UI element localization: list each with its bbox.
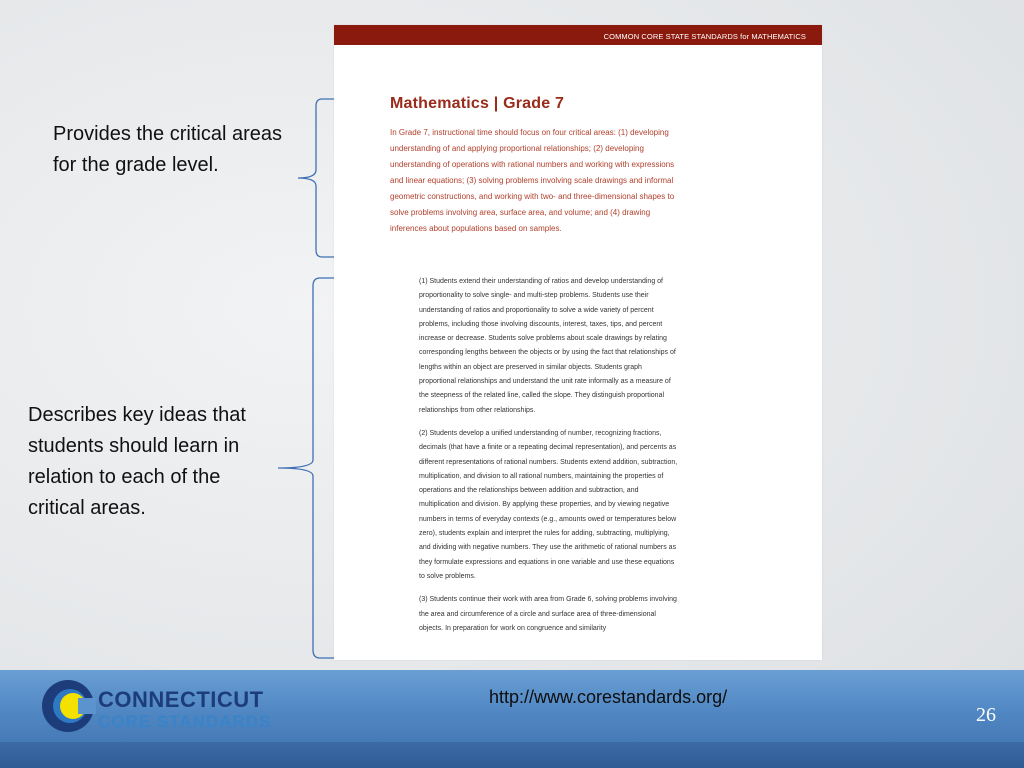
annotation-critical-areas: Provides the critical areas for the grade level.	[53, 123, 282, 176]
logo-core-standards: CORE STANDARDS	[98, 712, 272, 731]
corestandards-link[interactable]: http://www.corestandards.org/	[489, 687, 728, 707]
bracket-key-ideas	[278, 278, 334, 658]
footer-bottom-band	[0, 742, 1024, 768]
critical-area-3: (3) Students continue their work with area from Grade 6, solving problems involving the area and circumference of a circle and surface area of three-dimensional objects. In preparation for work on congruence and similarity	[419, 596, 677, 632]
page-number: 26	[976, 704, 996, 726]
footer-bar	[0, 670, 1024, 768]
critical-area-2: (2) Students develop a unified understanding of number, recognizing fractions, decimals (that have a finite or a repeating decimal representation), and percents as different representations of rational numbers. Students extend addition, subtraction, multiplication, and division to all rational numbers, maintaining the properties of operations and the relationships between addition and subtraction, and multiplication and division. By applying these properties, and by viewing negative numbers in terms of everyday contexts (e.g., amounts owed or temperatures below zero), students explain and interpret the rules for adding, subtracting, multiplying, and dividing with negative numbers. They use the arithmetic of rational numbers as they formulate expressions and equations in one variable and use these equations to solve problems.	[419, 429, 678, 580]
bracket-critical-areas	[298, 99, 334, 257]
document-header: COMMON CORE STATE STANDARDS for MATHEMATICS	[334, 25, 822, 45]
document-title: Mathematics | Grade 7	[390, 95, 565, 112]
logo-c-icon	[40, 678, 96, 734]
annotation-key-ideas: Describes key ideas that students should learn in relation to each of the critical areas.	[28, 404, 246, 519]
logo-connecticut: CONNECTICUT	[98, 687, 264, 712]
critical-areas-intro: In Grade 7, instructional time should focus on four critical areas: (1) developing understanding of and applying proportional relationships; (2) developing understanding of operations with rational numbers and working with expressions and linear equations; (3) solving problems involving scale drawings and informal geometric constructions, and working with two- and three-dimensional shapes to solve problems involving area, surface area, and volume; and (4) drawing inferences about populations based on samples.	[390, 128, 675, 233]
connecticut-core-standards-logo	[40, 678, 300, 738]
critical-area-1: (1) Students extend their understanding of ratios and develop understanding of proportionality to solve single- and multi-step problems. Students use their understanding of ratios and proportionality to solve a wide variety of percent problems, including those involving discounts, interest, taxes, tips, and percent increase or decrease. Students solve problems about scale drawings by relating corresponding lengths between the objects or by using the fact that relationships of lengths within an object are preserved in similar objects. Students graph proportional relationships and understand the unit rate informally as a measure of the steepness of the related line, called the slope. They distinguish proportional relationships from other relationships.	[419, 278, 676, 414]
